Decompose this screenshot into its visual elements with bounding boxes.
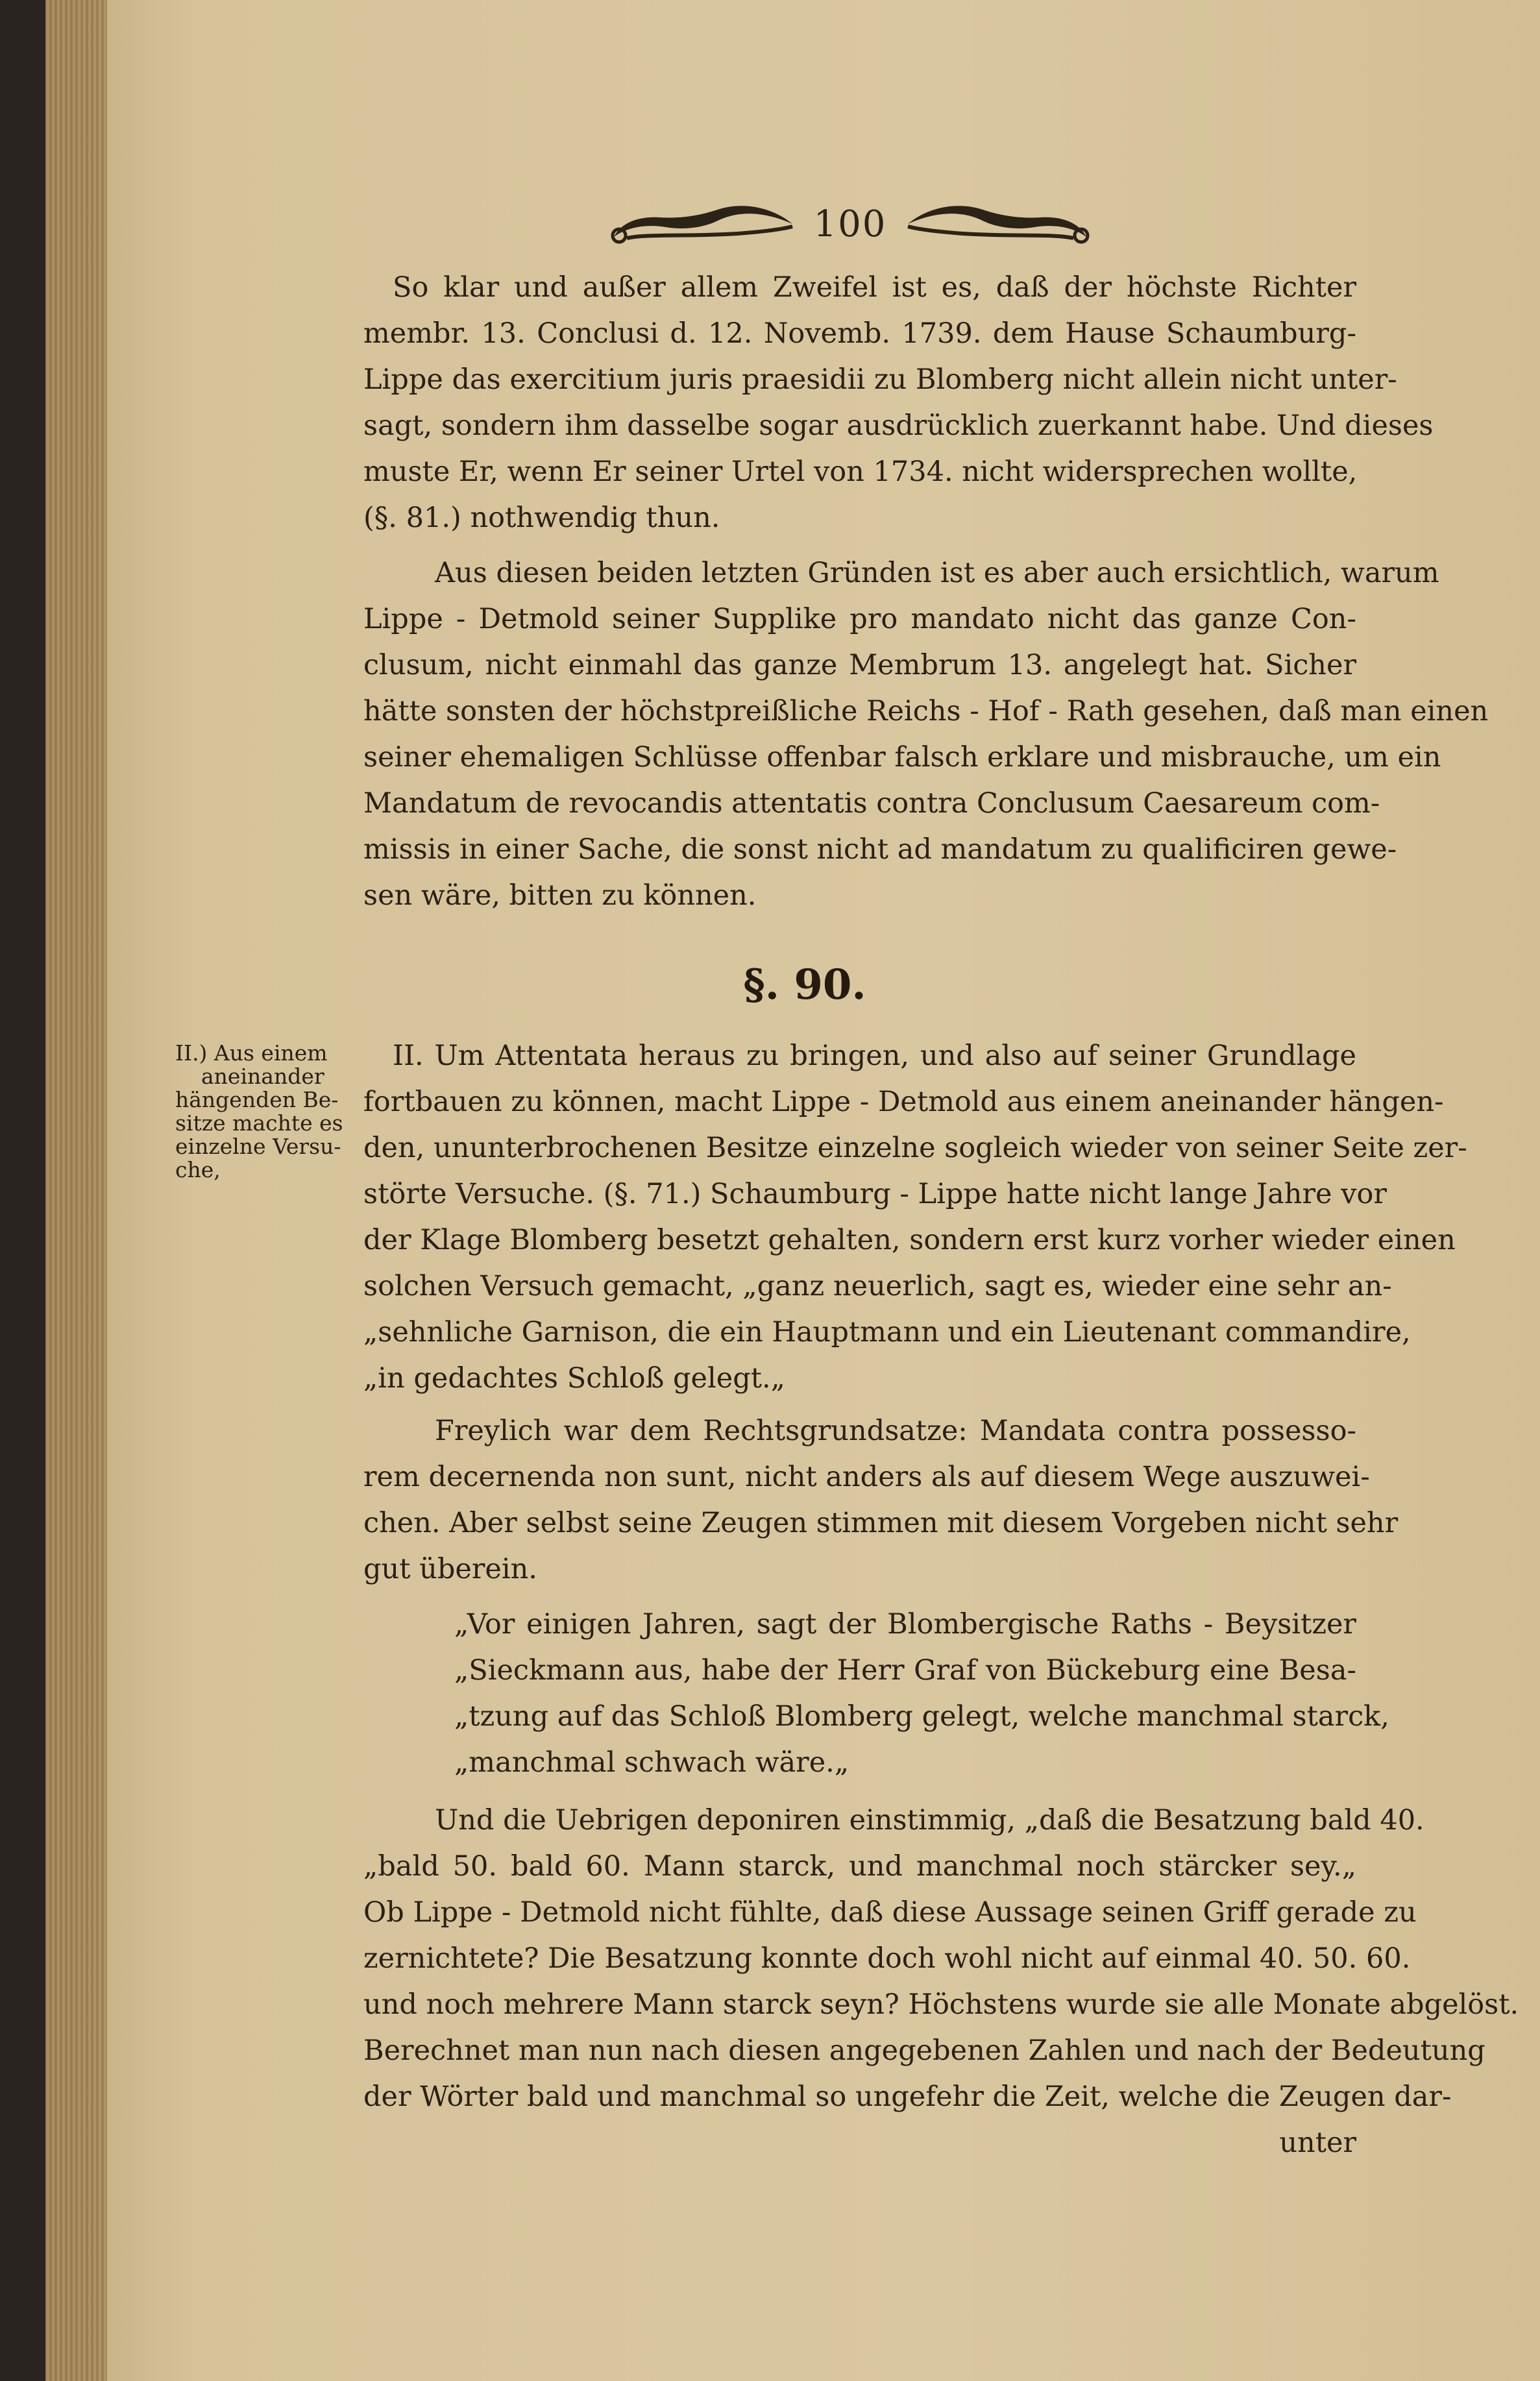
text-line: „sehnliche Garnison, die ein Hauptmann und ein Lieutenant commandire, (363, 1316, 1411, 1349)
text-line: „bald 50. bald 60. Mann starck, und manchmal noch stärcker sey.„ (363, 1850, 1356, 1883)
text-line: chen. Aber selbst seine Zeugen stimmen mit diesem Vorgeben nicht sehr (363, 1507, 1399, 1539)
text-line: Freylich war dem Rechtsgrundsatze: Mandata contra possesso- (435, 1415, 1356, 1447)
text-line: gut überein. (363, 1553, 537, 1585)
text-line: „Vor einigen Jahren, sagt der Blombergische Raths - Beysitzer (454, 1608, 1356, 1641)
text-line: sagt, sondern ihm dasselbe sogar ausdrücklich zuerkannt habe. Und dieses (363, 409, 1434, 442)
text-line: sen wäre, bitten zu können. (363, 879, 757, 912)
text-line: Mandatum de revocandis attentatis contra Conclusum Caesareum com- (363, 787, 1380, 820)
text-line: „Sieckmann aus, habe der Herr Graf von Bückeburg eine Besa- (454, 1654, 1356, 1687)
text-line: (§. 81.) nothwendig thun. (363, 502, 720, 534)
right-ornament-icon (905, 198, 1093, 250)
text-line: fortbauen zu können, macht Lippe - Detmold aus einem aneinander hängen- (363, 1086, 1444, 1118)
left-ornament-icon (607, 198, 796, 250)
text-line: II. Um Attentata heraus zu bringen, und also auf seiner Grundlage (393, 1040, 1356, 1072)
section-heading: §. 90. (743, 960, 866, 1009)
paragraph-4 (363, 1408, 1399, 1593)
text-line: missis in einer Sache, die sonst nicht ad mandatum zu qualificiren gewe- (363, 833, 1397, 866)
catchword: unter (1279, 2127, 1356, 2159)
text-line: membr. 13. Conclusi d. 12. Novemb. 1739. dem Hause Schaumburg- (363, 317, 1356, 350)
margin-note-line: II.) Aus einem (175, 1040, 328, 1066)
text-line: der Klage Blomberg besetzt gehalten, sondern erst kurz vorher wieder einen (363, 1224, 1456, 1256)
text-line: solchen Versuch gemacht, „ganz neuerlich, sagt es, wieder eine sehr an- (363, 1270, 1392, 1302)
text-line: Lippe das exercitium juris praesidii zu Blomberg nicht allein nicht unter- (363, 363, 1397, 396)
margin-note-line: hängenden Be- (175, 1087, 339, 1112)
text-line: Lippe - Detmold seiner Supplike pro mandato nicht das ganze Con- (363, 603, 1356, 635)
margin-note-line: che, (175, 1157, 221, 1182)
paragraph-6 (363, 1798, 1519, 2166)
text-line: der Wörter bald und manchmal so ungefehr die Zeit, welche die Zeugen dar- (363, 2081, 1452, 2113)
text-line: muste Er, wenn Er seiner Urtel von 1734. nicht widersprechen wollte, (363, 456, 1358, 488)
page-number: 100 (813, 202, 887, 245)
text-line: zernichtete? Die Besatzung konnte doch wohl nicht auf einmal 40. 50. 60. (363, 1942, 1411, 1975)
paragraph-1 (363, 265, 1434, 541)
margin-note-line: sitze machte es (175, 1110, 343, 1136)
text-line: den, ununterbrochenen Besitze einzelne sogleich wieder von seiner Seite zer- (363, 1132, 1467, 1164)
text-line: seiner ehemaligen Schlüsse offenbar falsch erklare und misbrauche, um ein (363, 741, 1441, 774)
text-line: rem decernenda non sunt, nicht anders als auf diesem Wege auszuwei- (363, 1461, 1370, 1493)
text-line: „tzung auf das Schloß Blomberg gelegt, welche manchmal starck, (454, 1700, 1389, 1733)
text-line: clusum, nicht einmahl das ganze Membrum 13. angelegt hat. Sicher (363, 649, 1356, 681)
paragraph-2 (363, 550, 1489, 919)
margin-note-line: aneinander (201, 1064, 324, 1089)
book-spine-edge (45, 0, 107, 2381)
text-line: So klar und außer allem Zweifel ist es, daß der höchste Richter (393, 271, 1356, 304)
paragraph-5-quotation (454, 1602, 1389, 1786)
text-line: „in gedachtes Schloß gelegt.„ (363, 1362, 785, 1395)
paragraph-3 (363, 1033, 1467, 1402)
text-line: hätte sonsten der höchstpreißliche Reichs - Hof - Rath gesehen, daß man einen (363, 695, 1489, 727)
text-line: Berechnet man nun nach diesen angegebenen Zahlen und nach der Bedeutung (363, 2034, 1485, 2067)
text-line: Ob Lippe - Detmold nicht fühlte, daß diese Aussage seinen Griff gerade zu (363, 1896, 1417, 1929)
margin-note-line: einzelne Versu- (175, 1134, 341, 1159)
page-header (604, 188, 1097, 260)
text-line: störte Versuche. (§. 71.) Schaumburg - Lippe hatte nicht lange Jahre vor (363, 1178, 1387, 1210)
margin-note (175, 1042, 363, 1182)
text-line: Und die Uebrigen deponiren einstimmig, „daß die Besatzung bald 40. (435, 1804, 1424, 1837)
text-line: Aus diesen beiden letzten Gründen ist es aber auch ersichtlich, warum (435, 557, 1439, 589)
text-line: „manchmal schwach wäre.„ (454, 1746, 849, 1779)
text-line: und noch mehrere Mann starck seyn? Höchstens wurde sie alle Monate abgelöst. (363, 1988, 1519, 2021)
